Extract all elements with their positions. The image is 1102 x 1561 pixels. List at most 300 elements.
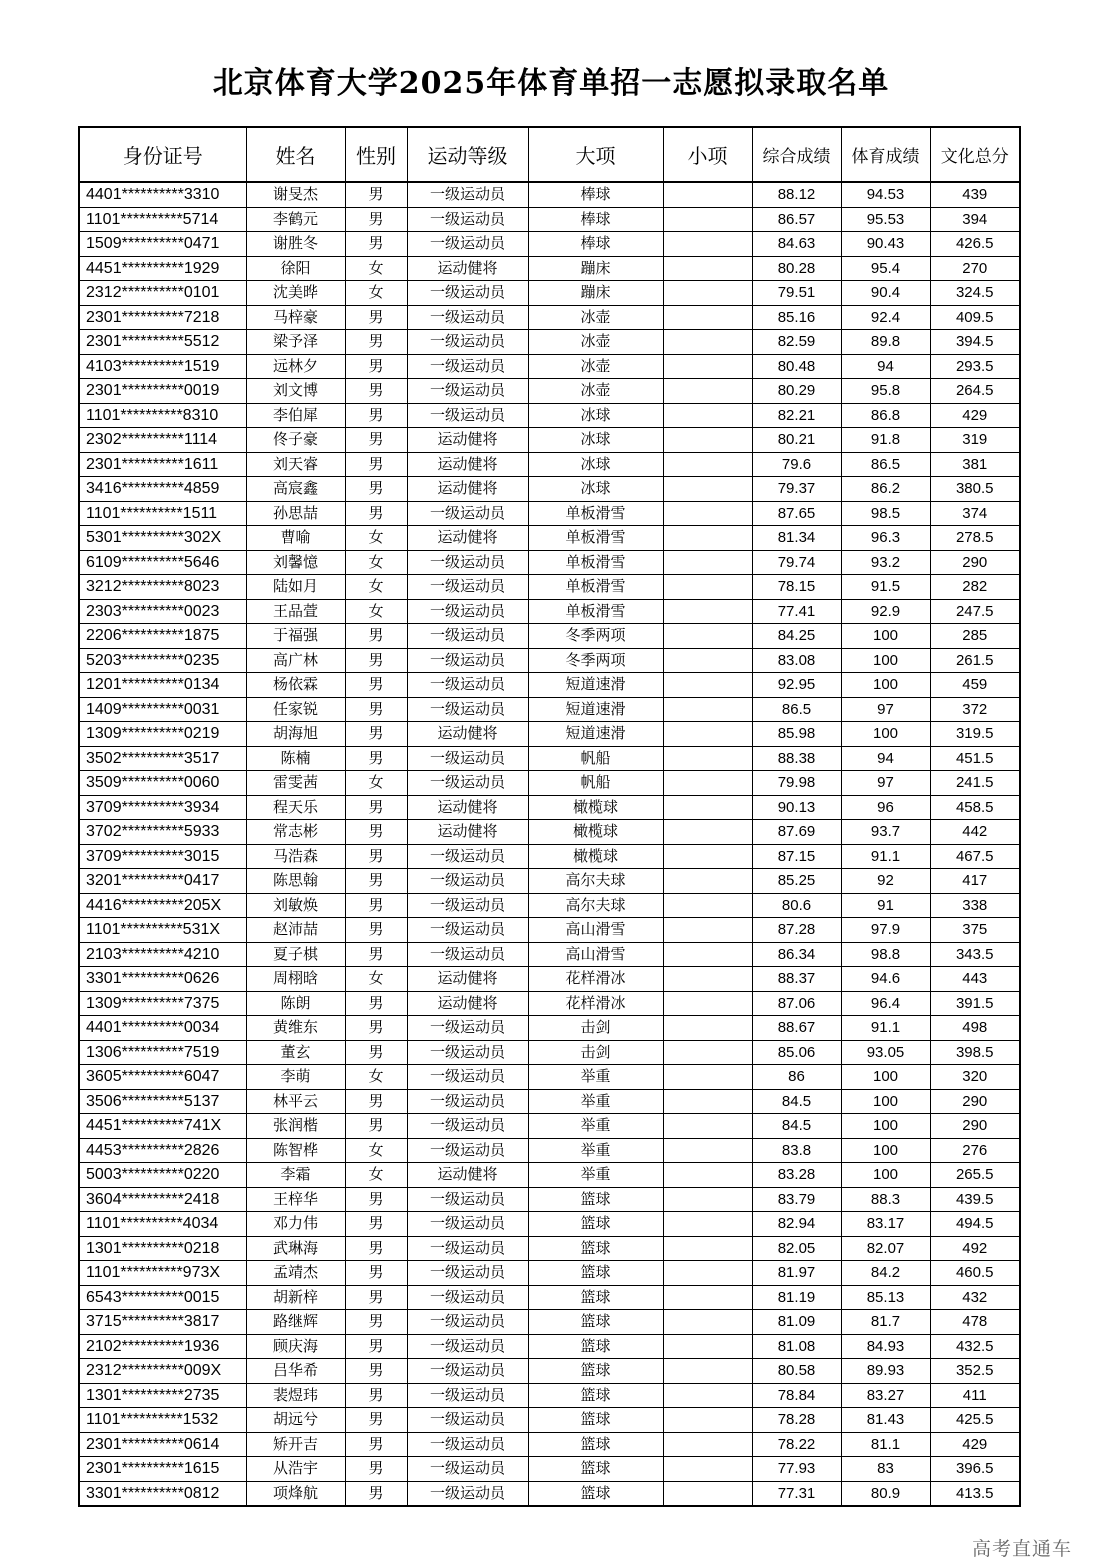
cell-name: 刘敏焕: [246, 893, 345, 918]
cell-level: 一级运动员: [407, 1408, 528, 1433]
cell-id: 4401**********3310: [79, 182, 246, 207]
cell-event: [663, 354, 752, 379]
cell-culture-score: 396.5: [930, 1457, 1020, 1482]
cell-total-score: 82.59: [752, 330, 841, 355]
cell-id: 2301**********1615: [79, 1457, 246, 1482]
cell-gender: 男: [345, 1334, 407, 1359]
cell-total-score: 86: [752, 1065, 841, 1090]
cell-gender: 男: [345, 403, 407, 428]
cell-gender: 男: [345, 746, 407, 771]
cell-sport: 单板滑雪: [528, 599, 663, 624]
cell-culture-score: 498: [930, 1016, 1020, 1041]
cell-event: [663, 1432, 752, 1457]
table-row: [79, 182, 1020, 207]
cell-event: [663, 697, 752, 722]
cell-total-score: 80.48: [752, 354, 841, 379]
cell-culture-score: 442: [930, 820, 1020, 845]
table-row: [79, 379, 1020, 404]
cell-sport-score: 91.5: [841, 575, 930, 600]
cell-sport-score: 94: [841, 354, 930, 379]
cell-level: 一级运动员: [407, 1040, 528, 1065]
table-row: [79, 942, 1020, 967]
cell-name: 孟靖杰: [246, 1261, 345, 1286]
cell-id: 3301**********0812: [79, 1481, 246, 1506]
cell-total-score: 77.31: [752, 1481, 841, 1506]
cell-sport-score: 98.8: [841, 942, 930, 967]
cell-total-score: 80.28: [752, 256, 841, 281]
cell-id: 2312**********0101: [79, 281, 246, 306]
cell-sport: 篮球: [528, 1432, 663, 1457]
cell-name: 常志彬: [246, 820, 345, 845]
cell-total-score: 88.38: [752, 746, 841, 771]
table-row: [79, 305, 1020, 330]
cell-id: 2312**********009X: [79, 1359, 246, 1384]
cell-event: [663, 232, 752, 257]
cell-id: 4451**********1929: [79, 256, 246, 281]
cell-event: [663, 1236, 752, 1261]
cell-culture-score: 391.5: [930, 991, 1020, 1016]
cell-event: [663, 1261, 752, 1286]
cell-id: 3301**********0626: [79, 967, 246, 992]
cell-total-score: 78.28: [752, 1408, 841, 1433]
cell-id: 6543**********0015: [79, 1285, 246, 1310]
cell-name: 任家锐: [246, 697, 345, 722]
header-event: 小项: [663, 127, 752, 182]
cell-sport-score: 94.53: [841, 182, 930, 207]
cell-gender: 女: [345, 771, 407, 796]
cell-name: 矫开吉: [246, 1432, 345, 1457]
cell-level: 一级运动员: [407, 697, 528, 722]
cell-event: [663, 550, 752, 575]
cell-level: 一级运动员: [407, 624, 528, 649]
table-row: [79, 1163, 1020, 1188]
cell-id: 3509**********0060: [79, 771, 246, 796]
cell-name: 李鹤元: [246, 207, 345, 232]
cell-level: 一级运动员: [407, 354, 528, 379]
cell-level: 一级运动员: [407, 1359, 528, 1384]
table-row: [79, 991, 1020, 1016]
cell-event: [663, 207, 752, 232]
cell-event: [663, 722, 752, 747]
cell-gender: 男: [345, 942, 407, 967]
cell-total-score: 88.37: [752, 967, 841, 992]
cell-culture-score: 411: [930, 1383, 1020, 1408]
cell-event: [663, 428, 752, 453]
table-row: [79, 599, 1020, 624]
cell-gender: 男: [345, 182, 407, 207]
cell-sport: 举重: [528, 1138, 663, 1163]
cell-culture-score: 467.5: [930, 844, 1020, 869]
cell-sport: 橄榄球: [528, 795, 663, 820]
cell-level: 一级运动员: [407, 771, 528, 796]
cell-sport: 篮球: [528, 1187, 663, 1212]
table-row: [79, 330, 1020, 355]
cell-culture-score: 492: [930, 1236, 1020, 1261]
cell-name: 孙思喆: [246, 501, 345, 526]
cell-sport-score: 97: [841, 771, 930, 796]
table-row: [79, 1359, 1020, 1384]
table-row: [79, 1334, 1020, 1359]
cell-name: 从浩宇: [246, 1457, 345, 1482]
cell-sport-score: 90.4: [841, 281, 930, 306]
cell-gender: 男: [345, 1359, 407, 1384]
cell-gender: 男: [345, 820, 407, 845]
cell-event: [663, 1285, 752, 1310]
cell-id: 4416**********205X: [79, 893, 246, 918]
cell-level: 一级运动员: [407, 1114, 528, 1139]
cell-name: 董玄: [246, 1040, 345, 1065]
cell-total-score: 80.58: [752, 1359, 841, 1384]
cell-gender: 男: [345, 330, 407, 355]
cell-event: [663, 526, 752, 551]
cell-sport-score: 94: [841, 746, 930, 771]
cell-sport-score: 100: [841, 624, 930, 649]
table-row: [79, 648, 1020, 673]
cell-level: 一级运动员: [407, 281, 528, 306]
cell-sport-score: 80.9: [841, 1481, 930, 1506]
cell-id: 4103**********1519: [79, 354, 246, 379]
cell-level: 一级运动员: [407, 599, 528, 624]
cell-id: 3506**********5137: [79, 1089, 246, 1114]
cell-sport-score: 90.43: [841, 232, 930, 257]
cell-name: 武琳海: [246, 1236, 345, 1261]
cell-name: 李伯犀: [246, 403, 345, 428]
cell-culture-score: 264.5: [930, 379, 1020, 404]
cell-event: [663, 918, 752, 943]
cell-gender: 男: [345, 893, 407, 918]
cell-culture-score: 270: [930, 256, 1020, 281]
cell-sport: 冰球: [528, 403, 663, 428]
cell-total-score: 79.6: [752, 452, 841, 477]
cell-total-score: 80.6: [752, 893, 841, 918]
cell-event: [663, 501, 752, 526]
cell-total-score: 77.93: [752, 1457, 841, 1482]
cell-sport: 高尔夫球: [528, 869, 663, 894]
cell-event: [663, 256, 752, 281]
cell-sport-score: 97.9: [841, 918, 930, 943]
cell-event: [663, 1212, 752, 1237]
cell-total-score: 82.21: [752, 403, 841, 428]
cell-sport-score: 83.17: [841, 1212, 930, 1237]
cell-total-score: 92.95: [752, 673, 841, 698]
cell-name: 路继辉: [246, 1310, 345, 1335]
cell-total-score: 87.69: [752, 820, 841, 845]
header-id: 身份证号: [79, 127, 246, 182]
cell-culture-score: 432: [930, 1285, 1020, 1310]
cell-sport-score: 92.9: [841, 599, 930, 624]
cell-name: 谢胜冬: [246, 232, 345, 257]
cell-culture-score: 290: [930, 1089, 1020, 1114]
cell-total-score: 87.28: [752, 918, 841, 943]
table-row: [79, 1383, 1020, 1408]
cell-culture-score: 451.5: [930, 746, 1020, 771]
cell-total-score: 83.79: [752, 1187, 841, 1212]
table-row: [79, 1408, 1020, 1433]
cell-level: 一级运动员: [407, 942, 528, 967]
cell-gender: 男: [345, 1261, 407, 1286]
cell-level: 一级运动员: [407, 305, 528, 330]
cell-level: 一级运动员: [407, 844, 528, 869]
cell-sport: 高山滑雪: [528, 942, 663, 967]
cell-id: 3604**********2418: [79, 1187, 246, 1212]
cell-name: 夏子棋: [246, 942, 345, 967]
table-row: [79, 403, 1020, 428]
cell-gender: 男: [345, 452, 407, 477]
header-sport-score: 体育成绩: [841, 127, 930, 182]
cell-gender: 男: [345, 722, 407, 747]
cell-event: [663, 648, 752, 673]
cell-level: 运动健将: [407, 967, 528, 992]
cell-id: 1101**********4034: [79, 1212, 246, 1237]
cell-id: 2303**********0023: [79, 599, 246, 624]
cell-id: 5203**********0235: [79, 648, 246, 673]
cell-gender: 男: [345, 1481, 407, 1506]
cell-sport-score: 100: [841, 648, 930, 673]
cell-level: 运动健将: [407, 1163, 528, 1188]
cell-total-score: 80.29: [752, 379, 841, 404]
cell-name: 远林夕: [246, 354, 345, 379]
cell-gender: 女: [345, 1065, 407, 1090]
cell-total-score: 90.13: [752, 795, 841, 820]
cell-name: 马梓豪: [246, 305, 345, 330]
header-sport: 大项: [528, 127, 663, 182]
table-row: [79, 477, 1020, 502]
cell-name: 林平云: [246, 1089, 345, 1114]
cell-sport: 单板滑雪: [528, 575, 663, 600]
table-row: [79, 550, 1020, 575]
cell-name: 佟子豪: [246, 428, 345, 453]
cell-name: 曹喻: [246, 526, 345, 551]
cell-sport: 橄榄球: [528, 844, 663, 869]
cell-gender: 女: [345, 599, 407, 624]
cell-level: 一级运动员: [407, 673, 528, 698]
cell-sport-score: 89.8: [841, 330, 930, 355]
cell-culture-score: 282: [930, 575, 1020, 600]
cell-total-score: 86.57: [752, 207, 841, 232]
cell-event: [663, 1114, 752, 1139]
table-row: [79, 207, 1020, 232]
cell-gender: 女: [345, 526, 407, 551]
cell-name: 高广林: [246, 648, 345, 673]
table-row: [79, 1285, 1020, 1310]
cell-sport: 棒球: [528, 182, 663, 207]
cell-id: 1201**********0134: [79, 673, 246, 698]
cell-gender: 男: [345, 501, 407, 526]
cell-gender: 男: [345, 624, 407, 649]
cell-event: [663, 1138, 752, 1163]
cell-culture-score: 319: [930, 428, 1020, 453]
cell-culture-score: 343.5: [930, 942, 1020, 967]
cell-level: 运动健将: [407, 795, 528, 820]
cell-sport-score: 92.4: [841, 305, 930, 330]
cell-total-score: 77.41: [752, 599, 841, 624]
cell-event: [663, 820, 752, 845]
cell-sport-score: 91.1: [841, 1016, 930, 1041]
cell-gender: 男: [345, 1089, 407, 1114]
cell-sport: 短道速滑: [528, 722, 663, 747]
cell-gender: 女: [345, 1163, 407, 1188]
cell-culture-score: 374: [930, 501, 1020, 526]
cell-event: [663, 477, 752, 502]
cell-sport: 冰壶: [528, 379, 663, 404]
cell-sport-score: 97: [841, 697, 930, 722]
cell-culture-score: 460.5: [930, 1261, 1020, 1286]
cell-sport-score: 96: [841, 795, 930, 820]
cell-level: 一级运动员: [407, 1187, 528, 1212]
cell-gender: 男: [345, 795, 407, 820]
cell-sport: 短道速滑: [528, 673, 663, 698]
cell-culture-score: 425.5: [930, 1408, 1020, 1433]
cell-id: 2301**********5512: [79, 330, 246, 355]
cell-level: 一级运动员: [407, 403, 528, 428]
cell-culture-score: 290: [930, 1114, 1020, 1139]
cell-culture-score: 290: [930, 550, 1020, 575]
cell-id: 3201**********0417: [79, 869, 246, 894]
cell-event: [663, 1408, 752, 1433]
cell-culture-score: 394.5: [930, 330, 1020, 355]
cell-name: 刘馨憶: [246, 550, 345, 575]
cell-total-score: 79.51: [752, 281, 841, 306]
cell-level: 一级运动员: [407, 379, 528, 404]
cell-sport-score: 91.1: [841, 844, 930, 869]
cell-gender: 男: [345, 354, 407, 379]
cell-total-score: 82.94: [752, 1212, 841, 1237]
cell-event: [663, 1040, 752, 1065]
cell-total-score: 85.98: [752, 722, 841, 747]
table-row: [79, 354, 1020, 379]
cell-name: 杨依霖: [246, 673, 345, 698]
cell-culture-score: 459: [930, 673, 1020, 698]
cell-sport-score: 95.4: [841, 256, 930, 281]
cell-event: [663, 967, 752, 992]
table-row: [79, 575, 1020, 600]
table-row: [79, 1089, 1020, 1114]
cell-sport-score: 96.4: [841, 991, 930, 1016]
cell-sport-score: 100: [841, 722, 930, 747]
cell-id: 2301**********7218: [79, 305, 246, 330]
cell-culture-score: 413.5: [930, 1481, 1020, 1506]
cell-id: 2103**********4210: [79, 942, 246, 967]
cell-total-score: 87.06: [752, 991, 841, 1016]
cell-sport: 篮球: [528, 1285, 663, 1310]
cell-sport-score: 92: [841, 869, 930, 894]
cell-total-score: 81.34: [752, 526, 841, 551]
cell-sport: 花样滑冰: [528, 967, 663, 992]
cell-id: 1101**********973X: [79, 1261, 246, 1286]
table-row: [79, 1187, 1020, 1212]
cell-sport-score: 88.3: [841, 1187, 930, 1212]
cell-culture-score: 380.5: [930, 477, 1020, 502]
table-row: [79, 1481, 1020, 1506]
cell-sport: 高尔夫球: [528, 893, 663, 918]
table-row: [79, 1212, 1020, 1237]
cell-name: 徐阳: [246, 256, 345, 281]
cell-level: 一级运动员: [407, 232, 528, 257]
cell-event: [663, 771, 752, 796]
cell-sport: 冰球: [528, 428, 663, 453]
cell-level: 一级运动员: [407, 182, 528, 207]
cell-id: 5301**********302X: [79, 526, 246, 551]
table-row: [79, 746, 1020, 771]
cell-gender: 男: [345, 1383, 407, 1408]
table-row: [79, 281, 1020, 306]
cell-gender: 男: [345, 1212, 407, 1237]
cell-total-score: 88.67: [752, 1016, 841, 1041]
cell-culture-score: 285: [930, 624, 1020, 649]
cell-id: 1409**********0031: [79, 697, 246, 722]
cell-event: [663, 1383, 752, 1408]
cell-sport: 蹦床: [528, 281, 663, 306]
cell-gender: 男: [345, 697, 407, 722]
cell-id: 1301**********0218: [79, 1236, 246, 1261]
cell-sport: 棒球: [528, 232, 663, 257]
cell-sport: 冰球: [528, 452, 663, 477]
cell-total-score: 85.06: [752, 1040, 841, 1065]
cell-sport-score: 86.5: [841, 452, 930, 477]
cell-culture-score: 324.5: [930, 281, 1020, 306]
cell-sport: 冰壶: [528, 305, 663, 330]
cell-gender: 女: [345, 575, 407, 600]
cell-gender: 男: [345, 207, 407, 232]
cell-level: 一级运动员: [407, 1481, 528, 1506]
cell-event: [663, 1359, 752, 1384]
cell-id: 2302**********1114: [79, 428, 246, 453]
cell-sport-score: 81.7: [841, 1310, 930, 1335]
cell-total-score: 78.22: [752, 1432, 841, 1457]
cell-event: [663, 624, 752, 649]
cell-sport-score: 95.53: [841, 207, 930, 232]
cell-sport: 篮球: [528, 1383, 663, 1408]
cell-name: 李霜: [246, 1163, 345, 1188]
cell-id: 3212**********8023: [79, 575, 246, 600]
cell-total-score: 79.37: [752, 477, 841, 502]
cell-culture-score: 432.5: [930, 1334, 1020, 1359]
cell-id: 1101**********8310: [79, 403, 246, 428]
cell-event: [663, 1457, 752, 1482]
admission-table: [78, 126, 1021, 1507]
table-row: [79, 820, 1020, 845]
cell-event: [663, 599, 752, 624]
table-row: [79, 893, 1020, 918]
cell-name: 陈智桦: [246, 1138, 345, 1163]
cell-sport: 冰壶: [528, 354, 663, 379]
table-row: [79, 1138, 1020, 1163]
cell-event: [663, 403, 752, 428]
cell-sport: 篮球: [528, 1236, 663, 1261]
cell-event: [663, 1163, 752, 1188]
cell-gender: 男: [345, 1016, 407, 1041]
cell-sport: 篮球: [528, 1310, 663, 1335]
cell-sport: 篮球: [528, 1457, 663, 1482]
table-row: [79, 501, 1020, 526]
cell-event: [663, 281, 752, 306]
cell-level: 一级运动员: [407, 550, 528, 575]
cell-event: [663, 673, 752, 698]
cell-event: [663, 452, 752, 477]
cell-name: 吕华希: [246, 1359, 345, 1384]
cell-sport-score: 100: [841, 1138, 930, 1163]
cell-sport-score: 93.2: [841, 550, 930, 575]
cell-sport-score: 82.07: [841, 1236, 930, 1261]
cell-sport: 单板滑雪: [528, 526, 663, 551]
cell-total-score: 79.74: [752, 550, 841, 575]
cell-total-score: 78.84: [752, 1383, 841, 1408]
cell-event: [663, 991, 752, 1016]
cell-total-score: 86.5: [752, 697, 841, 722]
cell-gender: 女: [345, 967, 407, 992]
cell-gender: 男: [345, 379, 407, 404]
cell-gender: 男: [345, 232, 407, 257]
